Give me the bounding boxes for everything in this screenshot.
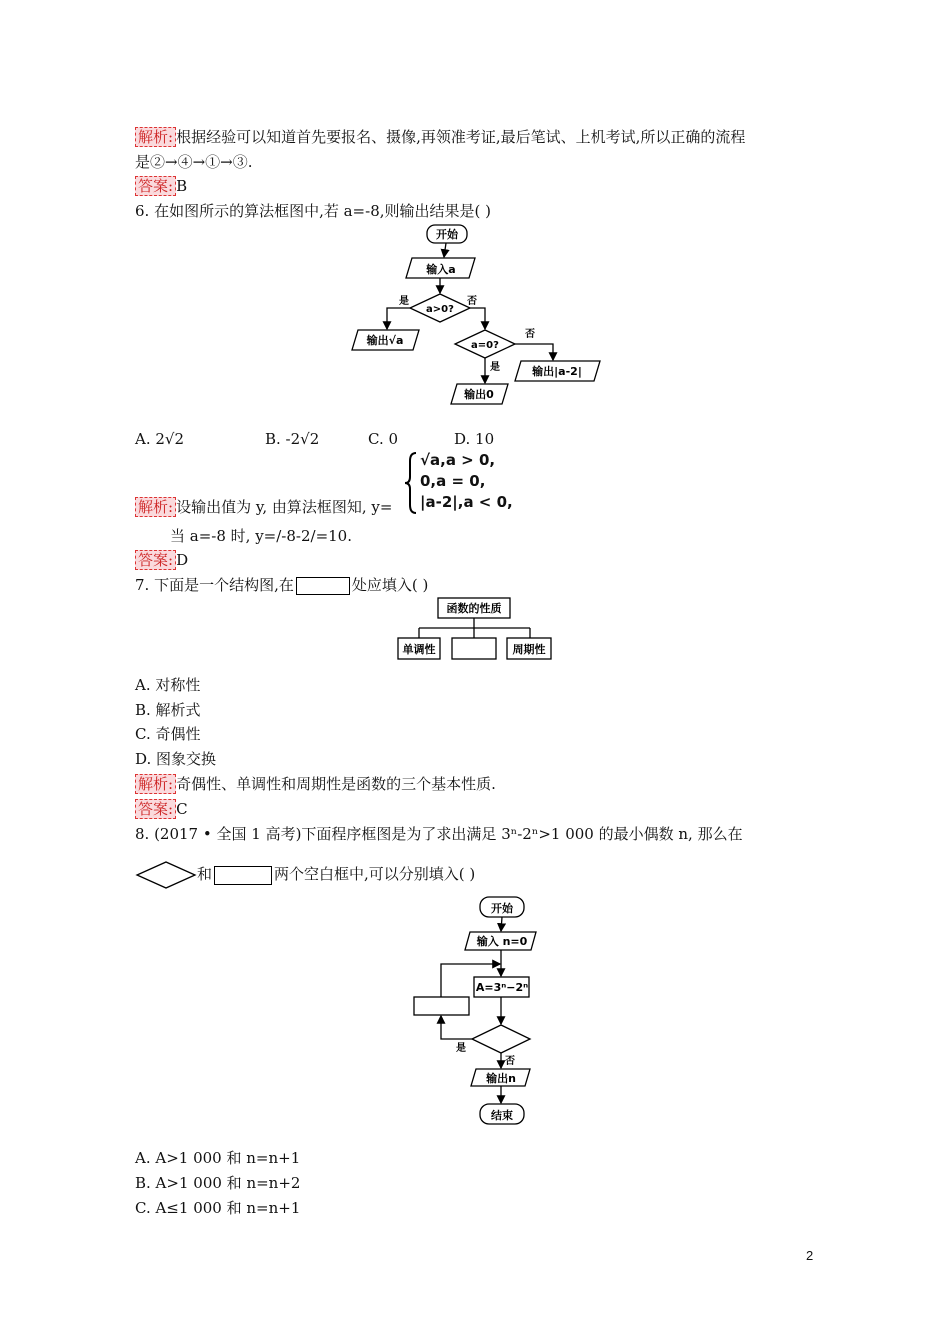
answer-6 <box>135 549 188 571</box>
flow8-start-text: 开始 <box>491 902 513 915</box>
q7-option-a: A. 对称性 <box>135 676 201 694</box>
question-8-stem: 8. (2017 • 全国 1 高考)下面程序框图是为了求出满足 3ⁿ-2ⁿ>1 000 的最小偶数 n, 那么在 <box>135 825 743 843</box>
analysis-text: 设输出值为 y, 由算法框图知, y= <box>176 498 393 516</box>
answer-value: D <box>176 551 189 569</box>
q8-option-a: A. A>1 000 和 n=n+1 <box>135 1149 301 1167</box>
q7-option-b: B. 解析式 <box>135 701 201 719</box>
flow-input-text: 输入a <box>426 263 456 276</box>
piece-3: |a-2|,a < 0, <box>420 493 513 511</box>
answer-value: B <box>176 177 188 195</box>
piece-1: √a,a > 0, <box>420 451 496 469</box>
flow-out2-text: 输出|a-2| <box>532 365 582 378</box>
flow8-input-text: 输入 n=0 <box>476 935 528 948</box>
q8-option-b: B. A>1 000 和 n=n+2 <box>135 1174 301 1192</box>
question-6-stem: 6. 在如图所示的算法框图中,若 a=-8,则输出结果是( ) <box>135 202 491 220</box>
q7-option-c: C. 奇偶性 <box>135 725 201 743</box>
flow-start-text: 开始 <box>436 228 458 241</box>
flow8-yes-label: 是 <box>456 1043 466 1054</box>
stem-post: 处应填入( ) <box>351 576 429 594</box>
flow-cond1-text: a>0? <box>426 304 454 315</box>
piecewise-brace <box>404 451 418 515</box>
stem-post: 两个空白框中,可以分别填入( ) <box>274 865 476 883</box>
question-8-stem-line2 <box>135 860 475 890</box>
analysis-5-cont: 是②→④→①→③. <box>135 153 253 171</box>
flow8-end-text: 结束 <box>491 1109 513 1122</box>
flow-cond2-text: a=0? <box>471 340 499 351</box>
analysis-tag: 解析: <box>135 497 176 517</box>
flow-no1-label: 否 <box>467 296 477 307</box>
answer-tag: 答案: <box>135 799 176 819</box>
q8-option-c: C. A≤1 000 和 n=n+1 <box>135 1199 301 1217</box>
q7-option-d: D. 图象交换 <box>135 750 217 768</box>
flow8-no-label: 否 <box>505 1056 515 1067</box>
flow8-assign-text: A=3ⁿ−2ⁿ <box>475 981 529 994</box>
analysis-tag: 解析: <box>135 127 176 147</box>
flow-out3-text: 输出0 <box>464 388 494 401</box>
blank-box <box>296 577 350 595</box>
q8-flowchart <box>408 893 550 1129</box>
blank-diamond <box>135 860 197 890</box>
q6-flowchart <box>345 222 615 412</box>
analysis-5 <box>135 126 745 148</box>
answer-tag: 答案: <box>135 550 176 570</box>
analysis-6 <box>135 496 392 518</box>
answer-value: C <box>176 800 188 818</box>
blank-rectangle <box>214 866 272 885</box>
analysis-text: 奇偶性、单调性和周期性是函数的三个基本性质. <box>176 775 496 793</box>
stem-mid: 和 <box>197 865 213 883</box>
piece-2: 0,a = 0, <box>420 472 486 490</box>
option-a: A. 2√2 <box>135 430 185 448</box>
page-number: 2 <box>806 1248 814 1263</box>
tree-right-text: 周期性 <box>512 643 546 656</box>
analysis-tag: 解析: <box>135 774 176 794</box>
analysis-text: 根据经验可以知道首先要报名、摄像,再领准考证,最后笔试、上机考试,所以正确的流程 <box>176 128 746 146</box>
flow-no2-label: 否 <box>525 329 535 340</box>
answer-tag: 答案: <box>135 176 176 196</box>
option-b: B. -2√2 <box>265 430 320 448</box>
q7-structure-diagram <box>396 596 556 664</box>
flow8-output-text: 输出n <box>486 1072 516 1085</box>
answer-5 <box>135 175 187 197</box>
analysis-7 <box>135 773 496 795</box>
analysis-6-line2: 当 a=-8 时, y=/-8-2/=10. <box>170 527 352 545</box>
question-7-stem <box>135 574 428 596</box>
answer-7 <box>135 798 188 820</box>
flow-yes2-label: 是 <box>490 362 500 373</box>
tree-left-text: 单调性 <box>402 643 436 656</box>
option-d: D. 10 <box>454 430 495 448</box>
stem-pre: 7. 下面是一个结构图,在 <box>135 576 294 594</box>
option-c: C. 0 <box>368 430 399 448</box>
tree-root-text: 函数的性质 <box>446 602 502 615</box>
flow-out1-text: 输出√a <box>366 334 404 347</box>
flow-yes1-label: 是 <box>399 296 409 307</box>
